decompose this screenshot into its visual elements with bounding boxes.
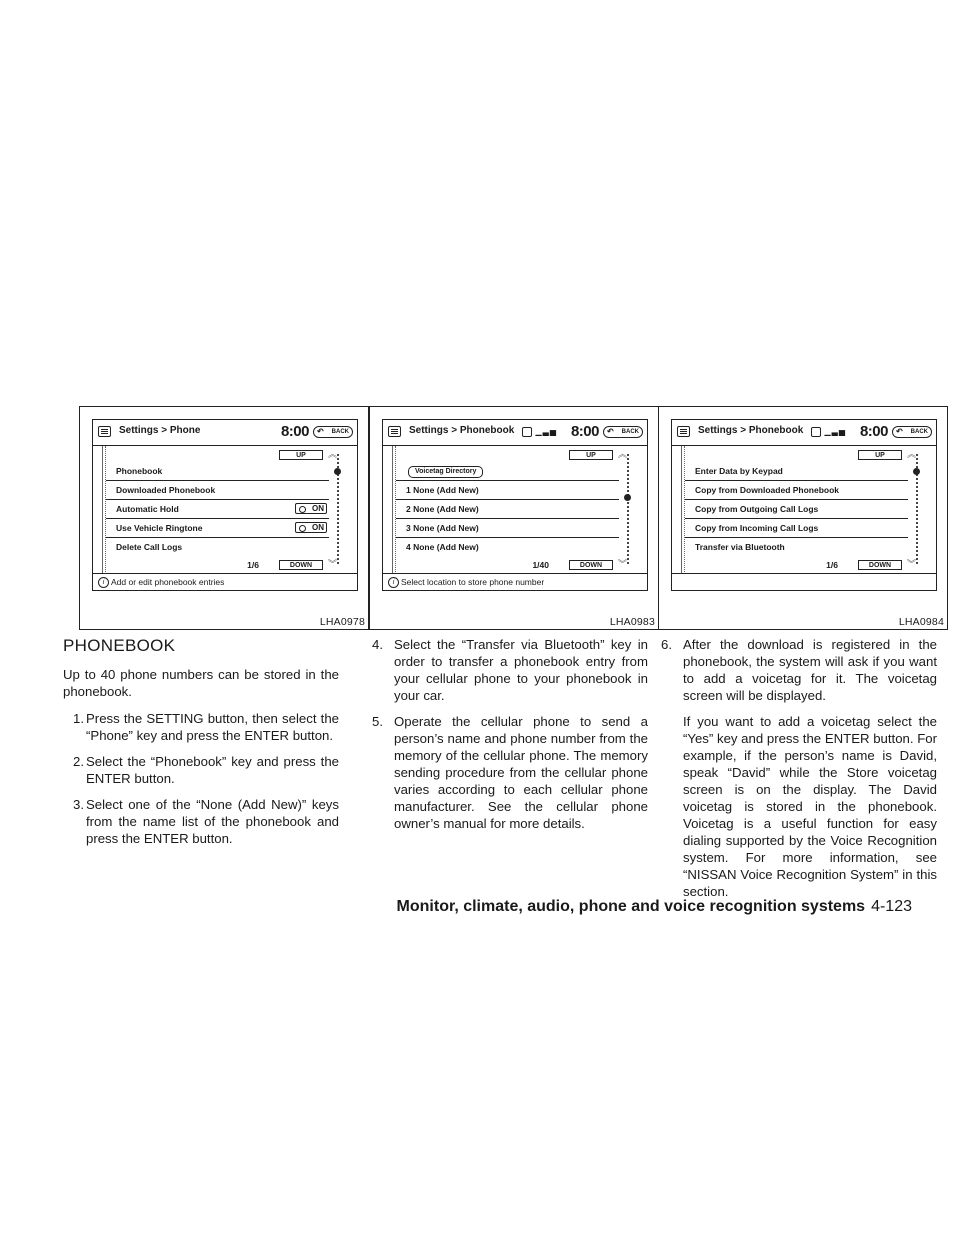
page-indicator: 1/6 <box>247 560 259 570</box>
info-icon: i <box>98 577 109 588</box>
down-button[interactable]: DOWN <box>569 560 613 570</box>
menu-item-label: Phonebook <box>116 466 163 476</box>
list-item[interactable] <box>396 519 619 538</box>
voicetag-directory-row <box>396 462 619 481</box>
screen <box>671 419 937 591</box>
screen <box>382 419 648 591</box>
step-number: 4. <box>372 637 383 652</box>
menu-item-copy-incoming-call-logs[interactable] <box>685 519 908 538</box>
back-label: BACK <box>331 429 349 435</box>
chevron-down-icon[interactable]: ︾ <box>327 559 337 569</box>
menu-item-copy-outgoing-call-logs[interactable] <box>685 500 908 519</box>
down-button[interactable]: DOWN <box>858 560 902 570</box>
up-button[interactable]: UP <box>858 450 902 460</box>
hint-bar <box>383 573 647 590</box>
back-button[interactable] <box>313 426 353 438</box>
menu-item-transfer-via-bluetooth[interactable] <box>685 538 908 557</box>
intro-paragraph: Up to 40 phone numbers can be stored in the phonebook. <box>63 667 339 699</box>
chevron-up-icon[interactable]: ︽ <box>617 449 627 459</box>
menu-list <box>106 462 329 557</box>
list-footer <box>685 558 908 574</box>
page-indicator: 1/6 <box>826 560 838 570</box>
menu-item-copy-downloaded-phonebook[interactable] <box>685 481 908 500</box>
text-column-1 <box>63 636 339 856</box>
automatic-hold-toggle[interactable]: ON <box>295 503 327 514</box>
step-number: 3. <box>73 797 84 812</box>
status-icons <box>522 426 557 437</box>
back-arrow-icon: ↶ <box>317 427 324 436</box>
clock: 8:00 <box>570 423 599 440</box>
scrollbar[interactable] <box>331 446 339 574</box>
steps-list <box>661 636 937 704</box>
list-item[interactable] <box>396 481 619 500</box>
step-number: 5. <box>372 714 383 729</box>
voicetag-directory-button[interactable]: Voicetag Directory <box>408 466 483 478</box>
status-icons <box>811 426 846 437</box>
page-number: 4-123 <box>871 898 912 915</box>
title-bar <box>672 420 936 446</box>
figure-code: LHA0978 <box>319 616 365 628</box>
list-item-label: 3 None (Add New) <box>406 523 479 533</box>
hint-text: Select location to store phone number <box>401 577 545 587</box>
menu-item-label: Transfer via Bluetooth <box>695 542 785 552</box>
down-button[interactable]: DOWN <box>279 560 323 570</box>
menu-item-automatic-hold[interactable] <box>106 500 329 519</box>
menu-list <box>685 462 908 557</box>
menu-item-use-vehicle-ringtone[interactable] <box>106 519 329 538</box>
step-6-detail: If you want to add a voicetag select the “Yes” key and press the ENTER button. For example, if the person’s name is David, speak “David” while the Store voicetag screen is on the display. The David voicetag is stored in the phonebook. Voicetag is a useful function for easy dialing supported by the Voice Recognition system. For more information, see “NISSAN Voice Recognition System” in this section. <box>683 714 937 899</box>
menu-item-label: Use Vehicle Ringtone <box>116 523 203 533</box>
step-2 <box>63 753 339 787</box>
scroll-knob[interactable] <box>624 494 631 501</box>
steps-list <box>63 710 339 847</box>
steps-list <box>372 636 648 832</box>
hint-bar <box>672 573 936 590</box>
screen-title: Settings > Phone <box>119 425 201 436</box>
menu-item-label: Automatic Hold <box>116 504 179 514</box>
menu-item-phonebook[interactable] <box>106 462 329 481</box>
screen-title: Settings > Phonebook <box>698 425 804 436</box>
menu-item-label: Copy from Outgoing Call Logs <box>695 504 819 514</box>
chevron-down-icon[interactable]: ︾ <box>906 559 916 569</box>
step-4 <box>372 636 648 704</box>
list-item[interactable] <box>396 538 619 557</box>
chevron-up-icon[interactable]: ︽ <box>906 449 916 459</box>
clock: 8:00 <box>859 423 888 440</box>
menu-icon <box>98 426 111 437</box>
back-button[interactable] <box>603 426 643 438</box>
menu-item-label: Enter Data by Keypad <box>695 466 783 476</box>
step-text: After the download is registered in the phonebook, the system will ask if you want to add a voicetag for it. The voicetag screen will be displayed. <box>683 637 937 703</box>
step-text: Press the SETTING button, then select the “Phone” key and press the ENTER button. <box>86 711 339 743</box>
back-button[interactable] <box>892 426 932 438</box>
title-bar <box>383 420 647 446</box>
figure-settings-phonebook-sources <box>658 406 948 630</box>
info-icon: i <box>388 577 399 588</box>
step-5 <box>372 713 648 832</box>
step-text: Operate the cellular phone to send a person’s name and phone number from the memory of the cellular phone. The memory sending procedure from the cellular phone varies according to each cellular phone manufacturer. See the cellular phone owner’s manual for more details. <box>394 714 648 831</box>
chapter-title: Monitor, climate, audio, phone and voice recognition systems <box>396 898 866 915</box>
up-button[interactable]: UP <box>279 450 323 460</box>
chevron-down-icon[interactable]: ︾ <box>617 559 627 569</box>
figure-settings-phone <box>79 406 369 630</box>
chevron-up-icon[interactable]: ︽ <box>327 449 337 459</box>
signal-strength-icon: ▁▃▅ <box>535 427 557 437</box>
menu-icon <box>388 426 401 437</box>
screen <box>92 419 358 591</box>
text-column-3 <box>661 636 937 900</box>
title-bar <box>93 420 357 446</box>
step-number: 6. <box>661 637 672 652</box>
up-button[interactable]: UP <box>569 450 613 460</box>
page-footer <box>397 898 912 916</box>
menu-item-label: Downloaded Phonebook <box>116 485 216 495</box>
clock: 8:00 <box>280 423 309 440</box>
phone-icon <box>811 427 821 437</box>
menu-item-enter-data-by-keypad[interactable] <box>685 462 908 481</box>
list-footer <box>396 558 619 574</box>
page-indicator: 1/40 <box>532 560 549 570</box>
list-item[interactable] <box>396 500 619 519</box>
hint-bar <box>93 573 357 590</box>
step-text: Select the “Transfer via Bluetooth” key in order to transfer a phonebook entry from your cellular phone to your phonebook in your car. <box>394 637 648 703</box>
text-column-2 <box>372 636 648 841</box>
location-list <box>396 462 619 557</box>
scroll-knob[interactable] <box>913 468 920 475</box>
menu-item-label: Copy from Downloaded Phonebook <box>695 485 840 495</box>
menu-icon <box>677 426 690 437</box>
step-number: 1. <box>73 711 84 726</box>
figure-code: LHA0984 <box>898 616 944 628</box>
figure-settings-phonebook-locations <box>369 406 659 630</box>
back-arrow-icon: ↶ <box>607 427 614 436</box>
back-label: BACK <box>621 429 639 435</box>
scroll-knob[interactable] <box>334 468 341 475</box>
list-item-label: 2 None (Add New) <box>406 504 479 514</box>
step-text: Select the “Phonebook” key and press the ENTER button. <box>86 754 339 786</box>
list-footer <box>106 558 329 574</box>
section-heading: PHONEBOOK <box>63 636 176 655</box>
vehicle-ringtone-toggle[interactable]: ON <box>295 522 327 533</box>
step-number: 2. <box>73 754 84 769</box>
figure-code: LHA0983 <box>609 616 655 628</box>
step-1 <box>63 710 339 744</box>
step-6 <box>661 636 937 704</box>
menu-item-downloaded-phonebook[interactable] <box>106 481 329 500</box>
menu-item-delete-call-logs[interactable] <box>106 538 329 557</box>
step-text: Select one of the “None (Add New)” keys from the name list of the phonebook and press the ENTER button. <box>86 797 339 846</box>
list-item-label: 4 None (Add New) <box>406 542 479 552</box>
back-arrow-icon: ↶ <box>896 427 903 436</box>
phone-icon <box>522 427 532 437</box>
scrollbar[interactable] <box>910 446 918 574</box>
menu-item-label: Copy from Incoming Call Logs <box>695 523 819 533</box>
signal-strength-icon: ▁▃▅ <box>824 427 846 437</box>
menu-item-label: Delete Call Logs <box>116 542 183 552</box>
scrollbar[interactable] <box>621 446 629 574</box>
back-label: BACK <box>910 429 928 435</box>
step-3 <box>63 796 339 847</box>
screen-title: Settings > Phonebook <box>409 425 515 436</box>
hint-text: Add or edit phonebook entries <box>111 577 225 587</box>
list-item-label: 1 None (Add New) <box>406 485 479 495</box>
